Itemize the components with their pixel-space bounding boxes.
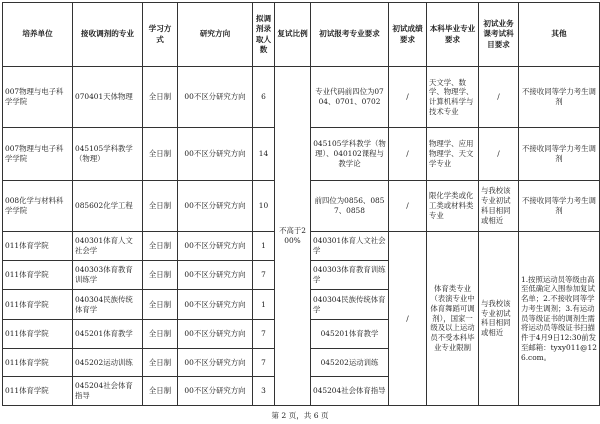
major-cell: 040301体育人文社会学 — [73, 231, 143, 261]
direction-cell: 00不区分研究方向 — [178, 128, 253, 181]
exam-req-cell: 040303体育教育训练学 — [311, 261, 389, 290]
undergrad-req-cell: 天文学、数学、物理学、计算机科学与技术专业 — [427, 67, 479, 128]
ratio-cell: 不高于200% — [275, 67, 311, 406]
direction-cell: 00不区分研究方向 — [178, 289, 253, 320]
planned-count-cell: 10 — [253, 181, 275, 232]
major-cell: 045204社会体育指导 — [73, 377, 143, 406]
pe-other-cell: 1.按照运动员等级由高至低确定入围参加复试名单；2.不接收同等学力考生调剂；3.有运动员等级证书的调剂生需将运动员等级证书扫描件于4月9日12:30前发至邮箱：tyxy011@126.com。 — [519, 231, 600, 405]
direction-cell: 00不区分研究方向 — [178, 231, 253, 261]
header-direction: 研究方向 — [178, 3, 253, 67]
subject-req-cell: 与我校该专业初试科目相同或相近 — [479, 181, 519, 232]
unit-cell: 011体育学院 — [3, 289, 73, 320]
planned-count-cell: 7 — [253, 320, 275, 349]
major-cell: 045201体育教学 — [73, 320, 143, 349]
study-mode-cell: 全日制 — [143, 128, 178, 181]
page-footer: 第 2 页，共 6 页 — [271, 411, 329, 420]
study-mode-cell: 全日制 — [143, 231, 178, 261]
exam-req-cell: 045105学科教学（物理）、040102课程与教学论 — [311, 128, 389, 181]
subject-req-cell: / — [479, 67, 519, 128]
exam-req-cell: 045204社会体育指导 — [311, 377, 389, 406]
direction-cell: 00不区分研究方向 — [178, 181, 253, 232]
unit-cell: 007物理与电子科学学院 — [3, 67, 73, 128]
exam-req-cell: 专业代码前四位为0704、0701、0702 — [311, 67, 389, 128]
unit-cell: 011体育学院 — [3, 231, 73, 261]
unit-cell: 011体育学院 — [3, 261, 73, 290]
study-mode-cell: 全日制 — [143, 67, 178, 128]
planned-count-cell: 1 — [253, 231, 275, 261]
study-mode-cell: 全日制 — [143, 348, 178, 377]
unit-cell: 011体育学院 — [3, 377, 73, 406]
unit-cell: 008化学与材料科学学院 — [3, 181, 73, 232]
score-req-cell: / — [389, 181, 427, 232]
study-mode-cell: 全日制 — [143, 320, 178, 349]
planned-count-cell: 7 — [253, 261, 275, 290]
header-study-mode: 学习方式 — [143, 3, 178, 67]
study-mode-cell: 全日制 — [143, 261, 178, 290]
header-other: 其他 — [519, 3, 600, 67]
planned-count-cell: 14 — [253, 128, 275, 181]
undergrad-req-cell: 限化学类或化工类或材料类专业 — [427, 181, 479, 232]
unit-cell: 011体育学院 — [3, 348, 73, 377]
other-cell: 不接收同等学力考生调剂 — [519, 181, 600, 232]
major-cell: 040304民族传统体育学 — [73, 289, 143, 320]
pe-subject-req-cell: 与我校该专业初试科目相同或相近 — [479, 231, 519, 405]
header-exam-req: 初试报考专业要求 — [311, 3, 389, 67]
pe-undergrad-req-cell: 体育类专业（表演专业中体育舞蹈可调剂），国家一级及以上运动员不受本科毕业专业限制 — [427, 231, 479, 405]
exam-req-cell: 040304民族传统体育学 — [311, 289, 389, 320]
adjustment-table — [2, 2, 600, 406]
score-req-cell: / — [389, 67, 427, 128]
header-planned: 拟调剂录取人数 — [253, 3, 275, 67]
major-cell: 070401天体物理 — [73, 67, 143, 128]
planned-count-cell: 1 — [253, 289, 275, 320]
direction-cell: 00不区分研究方向 — [178, 377, 253, 406]
table-row — [3, 67, 600, 128]
subject-req-cell: / — [479, 128, 519, 181]
planned-count-cell: 7 — [253, 348, 275, 377]
study-mode-cell: 全日制 — [143, 289, 178, 320]
other-cell: 不接收同等学力考生调剂 — [519, 128, 600, 181]
unit-cell: 011体育学院 — [3, 320, 73, 349]
major-cell: 045105学科教学（物理） — [73, 128, 143, 181]
major-cell: 045202运动训练 — [73, 348, 143, 377]
header-unit: 培养单位 — [3, 3, 73, 67]
direction-cell: 00不区分研究方向 — [178, 348, 253, 377]
header-score-req: 初试成绩要求 — [389, 3, 427, 67]
exam-req-cell: 前四位为0856、0857、0858 — [311, 181, 389, 232]
study-mode-cell: 全日制 — [143, 377, 178, 406]
other-cell: 不接收同等学力考生调剂 — [519, 67, 600, 128]
planned-count-cell: 6 — [253, 67, 275, 128]
direction-cell: 00不区分研究方向 — [178, 320, 253, 349]
score-req-cell: / — [389, 128, 427, 181]
undergrad-req-cell: 物理学、应用物理学、天文学专业 — [427, 128, 479, 181]
exam-req-cell: 040301体育人文社会学 — [311, 231, 389, 261]
major-cell: 085602化学工程 — [73, 181, 143, 232]
study-mode-cell: 全日制 — [143, 181, 178, 232]
exam-req-cell: 045201体育教学 — [311, 320, 389, 349]
direction-cell: 00不区分研究方向 — [178, 261, 253, 290]
planned-count-cell: 3 — [253, 377, 275, 406]
header-undergrad-req: 本科毕业专业要求 — [427, 3, 479, 67]
exam-req-cell: 045202运动训练 — [311, 348, 389, 377]
header-subject-req: 初试业务课考试科目要求 — [479, 3, 519, 67]
direction-cell: 00不区分研究方向 — [178, 67, 253, 128]
major-cell: 040303体育教育训练学 — [73, 261, 143, 290]
unit-cell: 007物理与电子科学学院 — [3, 128, 73, 181]
pe-score-req-cell: / — [389, 231, 427, 405]
header-ratio: 复试比例 — [275, 3, 311, 67]
header-major: 接收调剂的专业 — [73, 3, 143, 67]
header-row — [3, 3, 600, 67]
